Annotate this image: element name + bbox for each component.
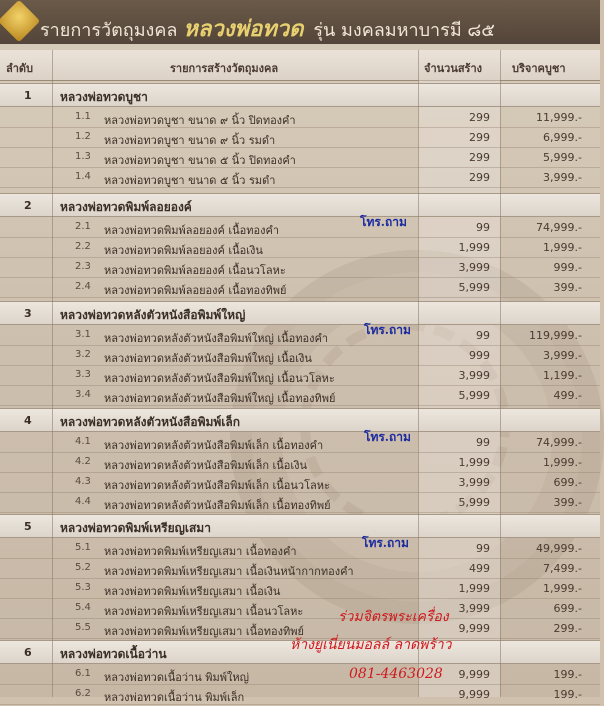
item-quantity: 499	[469, 562, 490, 575]
call-to-ask-note: โทร.ถาม	[364, 430, 411, 444]
section-header-row	[0, 514, 600, 538]
section-number: 1	[24, 89, 32, 102]
item-price: 11,999.-	[536, 111, 582, 124]
section-number: 3	[24, 307, 32, 320]
table-row	[0, 472, 600, 493]
header-order: ลำดับ	[6, 62, 34, 75]
item-price: 119,999.-	[529, 329, 582, 342]
item-quantity: 99	[476, 542, 490, 555]
item-label: หลวงพ่อทวดพิมพ์เหรียญเสมา เนื้อเงิน	[104, 585, 281, 598]
item-number: 6.1	[75, 668, 91, 679]
item-price: 3,999.-	[543, 171, 582, 184]
table-row	[0, 492, 600, 513]
item-price: 1,999.-	[543, 241, 582, 254]
page-title	[40, 11, 495, 46]
item-quantity: 9,999	[458, 668, 490, 681]
section-header-row	[0, 408, 600, 432]
item-label: หลวงพ่อทวดเนื้อว่าน พิมพ์ใหญ่	[104, 671, 249, 684]
item-number: 3.4	[75, 389, 91, 400]
item-price: 7,499.-	[543, 562, 582, 575]
table-row	[0, 147, 600, 168]
section-name: หลวงพ่อทวดเนื้อว่าน	[60, 647, 167, 661]
item-label: หลวงพ่อทวดพิมพ์เหรียญเสมา เนื้อนวโลหะ	[104, 605, 304, 618]
item-quantity: 1,999	[458, 456, 490, 469]
item-number: 4.1	[75, 436, 91, 447]
item-number: 2.2	[75, 241, 91, 252]
item-number: 6.2	[75, 688, 91, 699]
item-label: หลวงพ่อทวดหลังตัวหนังสือพิมพ์ใหญ่ เนื้อนวโลหะ	[104, 372, 335, 385]
section-header-row	[0, 83, 600, 107]
item-quantity: 99	[476, 221, 490, 234]
section-number: 6	[24, 646, 32, 659]
item-price: 1,999.-	[543, 456, 582, 469]
header-items: รายการสร้างวัตถุมงคล	[170, 62, 279, 75]
table-row	[0, 237, 600, 258]
item-quantity: 3,999	[458, 369, 490, 382]
table-row	[0, 107, 600, 128]
item-number: 5.4	[75, 602, 91, 613]
section-number: 2	[24, 199, 32, 212]
header-qty: จำนวนสร้าง	[424, 62, 483, 75]
table-row	[0, 217, 600, 238]
item-number: 2.3	[75, 261, 91, 272]
item-label: หลวงพ่อทวดบูชา ขนาด ๕ นิ้ว รมดำ	[104, 174, 276, 187]
item-quantity: 299	[469, 171, 490, 184]
item-number: 4.2	[75, 456, 91, 467]
item-price: 699.-	[553, 476, 582, 489]
item-label: หลวงพ่อทวดหลังตัวหนังสือพิมพ์ใหญ่ เนื้อทองคำ	[104, 332, 329, 345]
item-quantity: 999	[469, 349, 490, 362]
item-label: หลวงพ่อทวดพิมพ์เหรียญเสมา เนื้อทองคำ	[104, 545, 297, 558]
item-number: 5.5	[75, 622, 91, 633]
shop-name: ร่วมจิตรพระเครื่อง	[338, 609, 449, 625]
section-header-row	[0, 301, 600, 325]
item-label: หลวงพ่อทวดหลังตัวหนังสือพิมพ์เล็ก เนื้อเงิน	[104, 459, 308, 472]
item-price: 5,999.-	[543, 151, 582, 164]
title-banner	[0, 0, 600, 44]
table-row	[0, 127, 600, 148]
item-label: หลวงพ่อทวดหลังตัวหนังสือพิมพ์เล็ก เนื้อนวโลหะ	[104, 479, 330, 492]
item-quantity: 1,999	[458, 241, 490, 254]
section-name: หลวงพ่อทวดหลังตัวหนังสือพิมพ์เล็ก	[60, 415, 241, 429]
table-row	[0, 452, 600, 473]
item-price: 199.-	[553, 668, 582, 681]
item-price: 199.-	[553, 688, 582, 701]
item-number: 1.3	[75, 151, 91, 162]
table-row	[0, 578, 600, 599]
item-price: 6,999.-	[543, 131, 582, 144]
item-price: 699.-	[553, 602, 582, 615]
item-label: หลวงพ่อทวดพิมพ์ลอยองค์ เนื้อเงิน	[104, 244, 263, 257]
table-row	[0, 664, 600, 685]
item-price: 74,999.-	[536, 221, 582, 234]
item-quantity: 99	[476, 436, 490, 449]
section-name: หลวงพ่อทวดพิมพ์ลอยองค์	[60, 200, 192, 214]
table-row	[0, 257, 600, 278]
item-price: 299.-	[553, 622, 582, 635]
section-header-row	[0, 193, 600, 217]
item-label: หลวงพ่อทวดบูชา ขนาด ๕ นิ้ว ปิดทองคำ	[104, 154, 296, 167]
item-quantity: 299	[469, 111, 490, 124]
item-number: 4.3	[75, 476, 91, 487]
item-quantity: 3,999	[458, 602, 490, 615]
item-number: 3.2	[75, 349, 91, 360]
section-name: หลวงพ่อทวดบูชา	[60, 90, 148, 104]
item-price: 1,199.-	[543, 369, 582, 382]
item-quantity: 99	[476, 329, 490, 342]
table-row	[0, 432, 600, 453]
call-to-ask-note: โทร.ถาม	[364, 323, 411, 337]
item-label: หลวงพ่อทวดหลังตัวหนังสือพิมพ์เล็ก เนื้อทองคำ	[104, 439, 324, 452]
col-divider	[52, 50, 53, 697]
table-row	[0, 684, 600, 705]
item-label: หลวงพ่อทวดบูชา ขนาด ๙ นิ้ว รมดำ	[104, 134, 276, 147]
shop-location: ห้างยูเนี่ยนมอลล์ ลาดพร้าว	[290, 637, 452, 653]
table-row	[0, 558, 600, 579]
item-label: หลวงพ่อทวดหลังตัวหนังสือพิมพ์เล็ก เนื้อทองทิพย์	[104, 499, 331, 512]
item-number: 3.3	[75, 369, 91, 380]
item-number: 5.1	[75, 542, 91, 553]
table-row	[0, 325, 600, 346]
item-price: 399.-	[553, 496, 582, 509]
col-divider	[418, 50, 419, 697]
item-price: 399.-	[553, 281, 582, 294]
item-number: 5.2	[75, 562, 91, 573]
call-to-ask-note: โทร.ถาม	[360, 215, 407, 229]
item-quantity: 3,999	[458, 261, 490, 274]
section-name: หลวงพ่อทวดพิมพ์เหรียญเสมา	[60, 521, 211, 535]
item-number: 5.3	[75, 582, 91, 593]
item-label: หลวงพ่อทวดบูชา ขนาด ๙ นิ้ว ปิดทองคำ	[104, 114, 296, 127]
table-row	[0, 345, 600, 366]
section-number: 5	[24, 520, 32, 533]
item-number: 2.1	[75, 221, 91, 232]
shop-phone: 081-4463028	[349, 666, 443, 682]
section-number: 4	[24, 414, 32, 427]
item-quantity: 299	[469, 131, 490, 144]
item-quantity: 5,999	[458, 281, 490, 294]
title-prefix: รายการวัตถุมงคล	[40, 20, 178, 41]
item-price: 1,999.-	[543, 582, 582, 595]
item-price: 49,999.-	[536, 542, 582, 555]
item-price: 999.-	[553, 261, 582, 274]
section-name: หลวงพ่อทวดหลังตัวหนังสือพิมพ์ใหญ่	[60, 308, 246, 322]
item-label: หลวงพ่อทวดพิมพ์เหรียญเสมา เนื้อเงินหน้ากากทองคำ	[104, 565, 354, 578]
gold-emblem-icon	[0, 0, 40, 42]
item-quantity: 5,999	[458, 496, 490, 509]
col-divider	[500, 50, 501, 697]
item-label: หลวงพ่อทวดเนื้อว่าน พิมพ์เล็ก	[104, 691, 245, 704]
call-to-ask-note: โทร.ถาม	[362, 536, 409, 550]
item-quantity: 5,999	[458, 389, 490, 402]
table-row	[0, 538, 600, 559]
table-row	[0, 385, 600, 406]
table-row	[0, 598, 600, 619]
item-number: 4.4	[75, 496, 91, 507]
item-price: 74,999.-	[536, 436, 582, 449]
item-number: 2.4	[75, 281, 91, 292]
item-label: หลวงพ่อทวดพิมพ์เหรียญเสมา เนื้อทองทิพย์	[104, 625, 304, 638]
item-label: หลวงพ่อทวดพิมพ์ลอยองค์ เนื้อทองคำ	[104, 224, 279, 237]
item-label: หลวงพ่อทวดพิมพ์ลอยองค์ เนื้อทองทิพย์	[104, 284, 287, 297]
table-row	[0, 365, 600, 386]
item-number: 1.2	[75, 131, 91, 142]
item-quantity: 9,999	[458, 688, 490, 701]
table-row	[0, 167, 600, 188]
item-label: หลวงพ่อทวดพิมพ์ลอยองค์ เนื้อนวโลหะ	[104, 264, 286, 277]
item-number: 1.4	[75, 171, 91, 182]
item-number: 1.1	[75, 111, 91, 122]
item-price: 499.-	[553, 389, 582, 402]
table-row	[0, 277, 600, 298]
title-highlight: หลวงพ่อทวด	[183, 16, 304, 42]
item-quantity: 299	[469, 151, 490, 164]
item-quantity: 1,999	[458, 582, 490, 595]
title-suffix: รุ่น มงคลมหาบารมี ๘๕	[313, 20, 495, 41]
item-price: 3,999.-	[543, 349, 582, 362]
header-price: บริจาคบูชา	[512, 62, 566, 75]
item-label: หลวงพ่อทวดหลังตัวหนังสือพิมพ์ใหญ่ เนื้อเงิน	[104, 352, 312, 365]
item-quantity: 3,999	[458, 476, 490, 489]
item-number: 3.1	[75, 329, 91, 340]
item-label: หลวงพ่อทวดหลังตัวหนังสือพิมพ์ใหญ่ เนื้อทองทิพย์	[104, 392, 336, 405]
item-quantity: 9,999	[458, 622, 490, 635]
table-header	[0, 50, 600, 81]
